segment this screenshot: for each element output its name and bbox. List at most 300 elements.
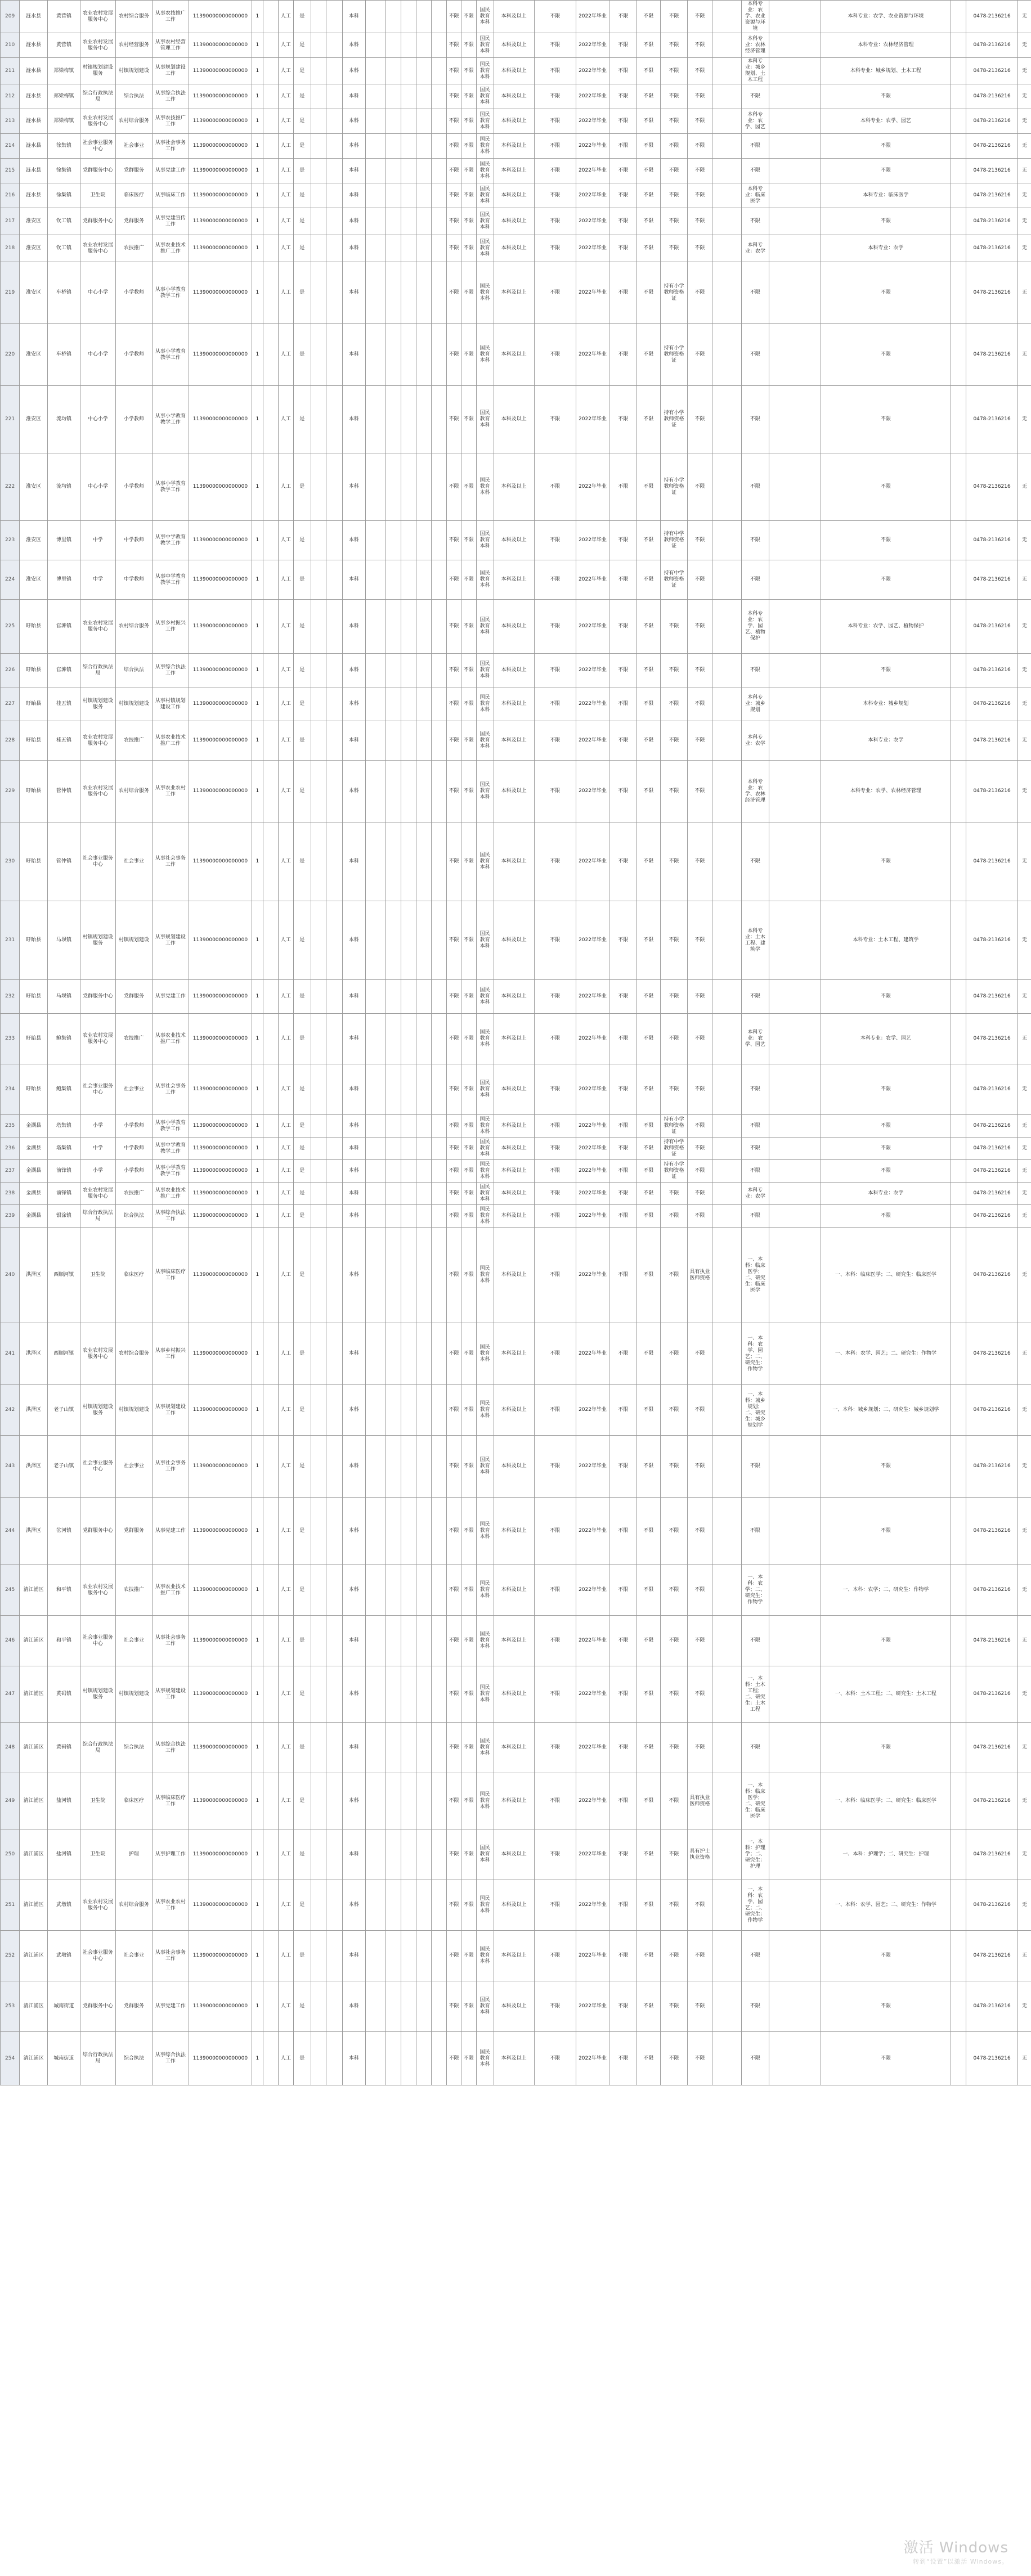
- table-cell[interactable]: 不限: [609, 822, 637, 901]
- table-cell[interactable]: 从事党建宣传工作: [152, 208, 189, 235]
- table-cell[interactable]: 本科及以上: [494, 1436, 534, 1498]
- table-cell[interactable]: 不限: [534, 1205, 576, 1228]
- table-cell[interactable]: 本科专业：农学、农林经济管理: [821, 761, 951, 822]
- table-cell[interactable]: 本科: [342, 1138, 366, 1160]
- table-cell[interactable]: 不限: [742, 1160, 769, 1183]
- table-cell[interactable]: 清江浦区: [20, 1931, 48, 1981]
- table-cell[interactable]: 国民教育本科: [476, 33, 494, 58]
- table-cell[interactable]: 不限: [688, 324, 712, 386]
- table-cell[interactable]: 不限: [660, 1183, 688, 1205]
- table-cell[interactable]: 是: [293, 109, 311, 134]
- table-cell[interactable]: 本科: [342, 33, 366, 58]
- table-cell[interactable]: 中心小学: [80, 262, 115, 324]
- table-cell[interactable]: 不限: [660, 1981, 688, 2032]
- table-cell[interactable]: 0478-2136216: [966, 521, 1018, 560]
- table-cell[interactable]: [366, 1160, 386, 1183]
- table-cell[interactable]: 不限: [609, 1436, 637, 1498]
- table-cell[interactable]: 不限: [637, 1228, 661, 1323]
- table-cell[interactable]: 不限: [534, 1183, 576, 1205]
- table-cell[interactable]: 一、本科：临床医学；二、研究生：临床医学: [742, 1228, 769, 1323]
- table-cell[interactable]: 不限: [637, 134, 661, 159]
- table-cell[interactable]: 从事农业技术推广工作: [152, 1014, 189, 1064]
- table-cell[interactable]: 2022年毕业: [576, 109, 609, 134]
- table-cell[interactable]: 人工: [278, 1385, 293, 1436]
- table-cell[interactable]: 本科及以上: [494, 1773, 534, 1829]
- table-cell[interactable]: 人工: [278, 2032, 293, 2085]
- table-cell[interactable]: 不限: [660, 1565, 688, 1616]
- table-cell[interactable]: 2022年毕业: [576, 1115, 609, 1138]
- table-cell[interactable]: 11390000000000000: [189, 324, 252, 386]
- table-cell[interactable]: 不限: [742, 1616, 769, 1666]
- table-cell[interactable]: 0478-2136216: [966, 1829, 1018, 1880]
- table-cell[interactable]: 本科及以上: [494, 109, 534, 134]
- table-cell[interactable]: 人工: [278, 84, 293, 109]
- table-cell[interactable]: 不限: [447, 980, 461, 1014]
- table-cell[interactable]: [769, 1829, 821, 1880]
- table-cell[interactable]: 2022年毕业: [576, 654, 609, 687]
- table-cell[interactable]: 1: [252, 1616, 263, 1666]
- table-cell[interactable]: [326, 235, 342, 262]
- table-cell[interactable]: [432, 33, 447, 58]
- table-cell[interactable]: 11390000000000000: [189, 1829, 252, 1880]
- table-cell[interactable]: 持有小学教师资格证: [660, 1115, 688, 1138]
- table-cell[interactable]: 老子山镇: [47, 1385, 80, 1436]
- table-cell[interactable]: 2022年毕业: [576, 208, 609, 235]
- table-cell[interactable]: [401, 901, 416, 980]
- table-cell[interactable]: 盱眙县: [20, 761, 48, 822]
- table-cell[interactable]: 和平镇: [47, 1616, 80, 1666]
- table-cell[interactable]: 不限: [534, 1723, 576, 1773]
- table-cell[interactable]: [769, 58, 821, 84]
- table-cell[interactable]: 不限: [447, 159, 461, 183]
- table-cell[interactable]: [326, 1064, 342, 1115]
- table-cell[interactable]: [263, 822, 278, 901]
- table-cell[interactable]: 本科及以上: [494, 1616, 534, 1666]
- table-cell[interactable]: [769, 134, 821, 159]
- table-cell[interactable]: [326, 1115, 342, 1138]
- table-cell[interactable]: [432, 822, 447, 901]
- table-cell[interactable]: 不限: [609, 1666, 637, 1723]
- row-number[interactable]: 230: [1, 822, 20, 901]
- table-cell[interactable]: 无: [1018, 1981, 1031, 2032]
- table-cell[interactable]: [712, 2032, 741, 2085]
- table-cell[interactable]: 11390000000000000: [189, 1723, 252, 1773]
- table-cell[interactable]: [401, 1205, 416, 1228]
- table-cell[interactable]: 国民教育本科: [476, 324, 494, 386]
- table-cell[interactable]: 无: [1018, 235, 1031, 262]
- table-cell[interactable]: 不限: [609, 2032, 637, 2085]
- table-cell[interactable]: [712, 1385, 741, 1436]
- table-cell[interactable]: 从事乡村振兴工作: [152, 1323, 189, 1385]
- table-cell[interactable]: [951, 1880, 966, 1931]
- table-cell[interactable]: 本科及以上: [494, 235, 534, 262]
- table-cell[interactable]: [326, 1228, 342, 1323]
- table-cell[interactable]: 本科: [342, 1323, 366, 1385]
- table-cell[interactable]: 不限: [688, 761, 712, 822]
- table-cell[interactable]: [432, 654, 447, 687]
- table-cell[interactable]: 1: [252, 1498, 263, 1565]
- table-cell[interactable]: 不限: [447, 1205, 461, 1228]
- table-cell[interactable]: 本科: [342, 1064, 366, 1115]
- table-cell[interactable]: 国民教育本科: [476, 761, 494, 822]
- table-cell[interactable]: 人工: [278, 1565, 293, 1616]
- table-cell[interactable]: 不限: [461, 1138, 476, 1160]
- table-cell[interactable]: 从事规划建设工作: [152, 58, 189, 84]
- table-cell[interactable]: 本科: [342, 1723, 366, 1773]
- table-cell[interactable]: 人工: [278, 235, 293, 262]
- table-cell[interactable]: 国民教育本科: [476, 1160, 494, 1183]
- table-cell[interactable]: 人工: [278, 324, 293, 386]
- table-cell[interactable]: 不限: [534, 1138, 576, 1160]
- table-cell[interactable]: 国民教育本科: [476, 560, 494, 600]
- table-cell[interactable]: [951, 1498, 966, 1565]
- table-cell[interactable]: 农技推广: [115, 1014, 152, 1064]
- table-cell[interactable]: 不限: [461, 183, 476, 208]
- table-cell[interactable]: 是: [293, 208, 311, 235]
- table-cell[interactable]: 本科及以上: [494, 1829, 534, 1880]
- table-cell[interactable]: 一、本科：农学、园艺；二、研究生：作物学: [821, 1323, 951, 1385]
- table-cell[interactable]: [386, 453, 401, 521]
- table-cell[interactable]: 不限: [821, 521, 951, 560]
- table-cell[interactable]: 2022年毕业: [576, 453, 609, 521]
- table-cell[interactable]: 农技推广: [115, 235, 152, 262]
- table-cell[interactable]: 是: [293, 262, 311, 324]
- table-cell[interactable]: 涟水县: [20, 159, 48, 183]
- table-cell[interactable]: [386, 235, 401, 262]
- table-cell[interactable]: 11390000000000000: [189, 1931, 252, 1981]
- table-cell[interactable]: 从事小学教育教学工作: [152, 1160, 189, 1183]
- table-cell[interactable]: 人工: [278, 1773, 293, 1829]
- table-cell[interactable]: [311, 1183, 326, 1205]
- table-cell[interactable]: 2022年毕业: [576, 134, 609, 159]
- table-cell[interactable]: [311, 2032, 326, 2085]
- table-cell[interactable]: 从事社会事务工作: [152, 1064, 189, 1115]
- table-cell[interactable]: 从事农技推广工作: [152, 109, 189, 134]
- table-cell[interactable]: [366, 134, 386, 159]
- table-cell[interactable]: 不限: [609, 235, 637, 262]
- table-cell[interactable]: [432, 324, 447, 386]
- table-cell[interactable]: 本科: [342, 1115, 366, 1138]
- table-cell[interactable]: 马坝镇: [47, 901, 80, 980]
- table-cell[interactable]: 不限: [660, 1723, 688, 1773]
- table-cell[interactable]: 本科专业：农学: [742, 1183, 769, 1205]
- table-cell[interactable]: 不限: [461, 560, 476, 600]
- table-cell[interactable]: [769, 1014, 821, 1064]
- table-cell[interactable]: 从事中学教育教学工作: [152, 521, 189, 560]
- table-cell[interactable]: 不限: [688, 1723, 712, 1773]
- table-cell[interactable]: [401, 687, 416, 721]
- table-cell[interactable]: 本科: [342, 1498, 366, 1565]
- table-cell[interactable]: 不限: [637, 1880, 661, 1931]
- table-cell[interactable]: 不限: [461, 1160, 476, 1183]
- table-cell[interactable]: 村镇规划建设: [115, 1666, 152, 1723]
- table-cell[interactable]: [712, 521, 741, 560]
- table-cell[interactable]: 从事社会事务工作: [152, 1931, 189, 1981]
- table-cell[interactable]: [366, 1228, 386, 1323]
- table-cell[interactable]: [769, 980, 821, 1014]
- table-cell[interactable]: [263, 560, 278, 600]
- table-cell[interactable]: [712, 980, 741, 1014]
- table-cell[interactable]: 农业农村发展服务中心: [80, 761, 115, 822]
- table-cell[interactable]: [263, 1, 278, 33]
- table-cell[interactable]: 本科及以上: [494, 1880, 534, 1931]
- row-number[interactable]: 216: [1, 183, 20, 208]
- table-cell[interactable]: 本科: [342, 453, 366, 521]
- table-cell[interactable]: [416, 1880, 432, 1931]
- table-cell[interactable]: 桂五镇: [47, 687, 80, 721]
- table-cell[interactable]: 官滩镇: [47, 600, 80, 654]
- table-cell[interactable]: [263, 1160, 278, 1183]
- table-cell[interactable]: [951, 1436, 966, 1498]
- table-cell[interactable]: 不限: [447, 721, 461, 761]
- table-cell[interactable]: 2022年毕业: [576, 1931, 609, 1981]
- table-cell[interactable]: [769, 386, 821, 453]
- table-cell[interactable]: [416, 560, 432, 600]
- table-cell[interactable]: [951, 1228, 966, 1323]
- table-cell[interactable]: 是: [293, 134, 311, 159]
- table-cell[interactable]: [401, 33, 416, 58]
- table-cell[interactable]: [712, 1773, 741, 1829]
- table-cell[interactable]: 2022年毕业: [576, 58, 609, 84]
- table-cell[interactable]: 国民教育本科: [476, 1498, 494, 1565]
- table-cell[interactable]: [432, 1138, 447, 1160]
- table-cell[interactable]: 从事小学教育教学工作: [152, 324, 189, 386]
- table-cell[interactable]: 本科专业：农学、园艺: [821, 109, 951, 134]
- row-number[interactable]: 237: [1, 1160, 20, 1183]
- table-cell[interactable]: 本科及以上: [494, 761, 534, 822]
- table-cell[interactable]: [432, 1, 447, 33]
- table-cell[interactable]: 不限: [447, 1723, 461, 1773]
- table-cell[interactable]: [386, 560, 401, 600]
- table-cell[interactable]: [951, 235, 966, 262]
- table-cell[interactable]: 人工: [278, 1498, 293, 1565]
- table-cell[interactable]: 国民教育本科: [476, 1064, 494, 1115]
- table-cell[interactable]: 0478-2136216: [966, 159, 1018, 183]
- table-cell[interactable]: 国民教育本科: [476, 901, 494, 980]
- table-cell[interactable]: 农村综合服务: [115, 1323, 152, 1385]
- table-cell[interactable]: 农业农村发展服务中心: [80, 109, 115, 134]
- table-cell[interactable]: 淮安区: [20, 453, 48, 521]
- table-cell[interactable]: 无: [1018, 1565, 1031, 1616]
- table-cell[interactable]: 11390000000000000: [189, 761, 252, 822]
- table-cell[interactable]: 不限: [660, 1228, 688, 1323]
- table-cell[interactable]: [712, 1436, 741, 1498]
- table-cell[interactable]: [401, 980, 416, 1014]
- table-cell[interactable]: 1: [252, 654, 263, 687]
- table-cell[interactable]: 2022年毕业: [576, 235, 609, 262]
- table-cell[interactable]: [951, 1666, 966, 1723]
- table-cell[interactable]: 人工: [278, 134, 293, 159]
- table-cell[interactable]: 村镇规划建设服务: [80, 58, 115, 84]
- table-cell[interactable]: 从事综合执法工作: [152, 654, 189, 687]
- table-cell[interactable]: [311, 1565, 326, 1616]
- table-cell[interactable]: 卫生院: [80, 1773, 115, 1829]
- table-cell[interactable]: [432, 1498, 447, 1565]
- table-cell[interactable]: 管仲镇: [47, 822, 80, 901]
- table-cell[interactable]: 流均镇: [47, 386, 80, 453]
- table-cell[interactable]: [951, 980, 966, 1014]
- table-cell[interactable]: 党群服务: [115, 980, 152, 1014]
- table-cell[interactable]: 不限: [447, 183, 461, 208]
- table-cell[interactable]: 国民教育本科: [476, 386, 494, 453]
- row-number[interactable]: 220: [1, 324, 20, 386]
- table-cell[interactable]: [769, 761, 821, 822]
- table-cell[interactable]: 本科: [342, 1931, 366, 1981]
- table-cell[interactable]: [416, 453, 432, 521]
- table-cell[interactable]: [326, 1014, 342, 1064]
- table-cell[interactable]: 本科及以上: [494, 1160, 534, 1183]
- table-cell[interactable]: 综合执法: [115, 1723, 152, 1773]
- table-cell[interactable]: 从事综合执法工作: [152, 1723, 189, 1773]
- table-cell[interactable]: 1: [252, 687, 263, 721]
- table-cell[interactable]: [416, 1115, 432, 1138]
- table-cell[interactable]: 本科: [342, 761, 366, 822]
- table-cell[interactable]: 11390000000000000: [189, 1138, 252, 1160]
- table-cell[interactable]: [401, 1723, 416, 1773]
- row-number[interactable]: 222: [1, 453, 20, 521]
- table-cell[interactable]: [712, 1183, 741, 1205]
- row-number[interactable]: 232: [1, 980, 20, 1014]
- table-cell[interactable]: 不限: [461, 761, 476, 822]
- row-number[interactable]: 240: [1, 1228, 20, 1323]
- table-cell[interactable]: 不限: [461, 901, 476, 980]
- table-cell[interactable]: 金湖县: [20, 1205, 48, 1228]
- table-cell[interactable]: [366, 521, 386, 560]
- table-cell[interactable]: 无: [1018, 1773, 1031, 1829]
- table-cell[interactable]: 2022年毕业: [576, 1436, 609, 1498]
- table-cell[interactable]: 不限: [609, 1, 637, 33]
- table-cell[interactable]: [326, 980, 342, 1014]
- table-cell[interactable]: 无: [1018, 109, 1031, 134]
- table-cell[interactable]: 不限: [688, 1931, 712, 1981]
- table-cell[interactable]: 0478-2136216: [966, 1228, 1018, 1323]
- table-cell[interactable]: 本科: [342, 560, 366, 600]
- table-cell[interactable]: 人工: [278, 183, 293, 208]
- table-cell[interactable]: [416, 1014, 432, 1064]
- table-cell[interactable]: 不限: [821, 1160, 951, 1183]
- table-cell[interactable]: [416, 980, 432, 1014]
- table-cell[interactable]: 2022年毕业: [576, 2032, 609, 2085]
- table-cell[interactable]: 0478-2136216: [966, 822, 1018, 901]
- table-cell[interactable]: 不限: [447, 1981, 461, 2032]
- table-cell[interactable]: 从事护理工作: [152, 1829, 189, 1880]
- table-cell[interactable]: 国民教育本科: [476, 1115, 494, 1138]
- table-cell[interactable]: [263, 521, 278, 560]
- table-cell[interactable]: 社会事业: [115, 1616, 152, 1666]
- table-cell[interactable]: [386, 386, 401, 453]
- table-cell[interactable]: 不限: [742, 1436, 769, 1498]
- table-cell[interactable]: [263, 980, 278, 1014]
- table-cell[interactable]: [432, 1183, 447, 1205]
- table-cell[interactable]: 博里镇: [47, 560, 80, 600]
- table-cell[interactable]: 本科: [342, 721, 366, 761]
- table-cell[interactable]: 本科及以上: [494, 1931, 534, 1981]
- row-number[interactable]: 218: [1, 235, 20, 262]
- table-cell[interactable]: 博里镇: [47, 521, 80, 560]
- table-cell[interactable]: 一、本科：护理学；二、研究生：护理: [821, 1829, 951, 1880]
- table-cell[interactable]: 洪泽区: [20, 1436, 48, 1498]
- table-cell[interactable]: 1: [252, 159, 263, 183]
- table-cell[interactable]: 国民教育本科: [476, 980, 494, 1014]
- table-cell[interactable]: [401, 1565, 416, 1616]
- table-cell[interactable]: [386, 1205, 401, 1228]
- table-cell[interactable]: 不限: [461, 109, 476, 134]
- table-cell[interactable]: 不限: [742, 1064, 769, 1115]
- table-cell[interactable]: 无: [1018, 600, 1031, 654]
- table-cell[interactable]: 是: [293, 980, 311, 1014]
- table-cell[interactable]: 不限: [660, 2032, 688, 2085]
- table-cell[interactable]: [401, 521, 416, 560]
- table-cell[interactable]: 不限: [637, 1183, 661, 1205]
- table-cell[interactable]: 1: [252, 1115, 263, 1138]
- table-cell[interactable]: 1: [252, 1, 263, 33]
- table-cell[interactable]: 本科专业：农学: [821, 721, 951, 761]
- table-cell[interactable]: 11390000000000000: [189, 1436, 252, 1498]
- table-cell[interactable]: 1: [252, 1323, 263, 1385]
- table-cell[interactable]: 是: [293, 721, 311, 761]
- table-cell[interactable]: 农业农村发展服务中心: [80, 1183, 115, 1205]
- table-cell[interactable]: 不限: [637, 1385, 661, 1436]
- table-cell[interactable]: 本科及以上: [494, 822, 534, 901]
- table-cell[interactable]: [386, 600, 401, 654]
- table-cell[interactable]: [432, 761, 447, 822]
- table-cell[interactable]: 不限: [447, 109, 461, 134]
- table-cell[interactable]: 从事社会事务工作: [152, 822, 189, 901]
- table-cell[interactable]: 是: [293, 1498, 311, 1565]
- table-cell[interactable]: 从事小学教育教学工作: [152, 453, 189, 521]
- table-cell[interactable]: 是: [293, 654, 311, 687]
- row-number[interactable]: 227: [1, 687, 20, 721]
- table-cell[interactable]: [386, 1981, 401, 2032]
- table-cell[interactable]: [712, 1616, 741, 1666]
- row-number[interactable]: 211: [1, 58, 20, 84]
- table-cell[interactable]: [951, 2032, 966, 2085]
- table-cell[interactable]: [416, 84, 432, 109]
- table-cell[interactable]: 本科: [342, 600, 366, 654]
- table-cell[interactable]: [432, 901, 447, 980]
- table-cell[interactable]: 不限: [534, 761, 576, 822]
- table-cell[interactable]: 从事规划建设工作: [152, 1666, 189, 1723]
- table-cell[interactable]: 不限: [821, 654, 951, 687]
- table-cell[interactable]: [432, 560, 447, 600]
- table-cell[interactable]: 本科及以上: [494, 560, 534, 600]
- table-cell[interactable]: 郑梁梅镇: [47, 58, 80, 84]
- table-cell[interactable]: 1: [252, 1014, 263, 1064]
- table-cell[interactable]: 人工: [278, 687, 293, 721]
- table-cell[interactable]: [311, 386, 326, 453]
- table-cell[interactable]: [366, 1723, 386, 1773]
- table-cell[interactable]: 一、本科：土木工程；二、研究生：土木工程: [821, 1666, 951, 1723]
- table-cell[interactable]: 0478-2136216: [966, 1323, 1018, 1385]
- table-cell[interactable]: [769, 235, 821, 262]
- table-cell[interactable]: [712, 1323, 741, 1385]
- table-cell[interactable]: 郑梁梅镇: [47, 109, 80, 134]
- table-cell[interactable]: 清江浦区: [20, 1616, 48, 1666]
- table-cell[interactable]: [263, 1064, 278, 1115]
- table-cell[interactable]: [401, 1880, 416, 1931]
- table-cell[interactable]: 人工: [278, 33, 293, 58]
- table-cell[interactable]: [951, 386, 966, 453]
- table-cell[interactable]: 农村经营服务: [115, 33, 152, 58]
- table-cell[interactable]: 11390000000000000: [189, 1183, 252, 1205]
- row-number[interactable]: 236: [1, 1138, 20, 1160]
- table-cell[interactable]: [386, 84, 401, 109]
- table-cell[interactable]: 不限: [609, 560, 637, 600]
- table-cell[interactable]: 人工: [278, 453, 293, 521]
- table-cell[interactable]: [769, 84, 821, 109]
- table-cell[interactable]: 农技推广: [115, 1565, 152, 1616]
- table-cell[interactable]: 农业农村发展服务中心: [80, 1014, 115, 1064]
